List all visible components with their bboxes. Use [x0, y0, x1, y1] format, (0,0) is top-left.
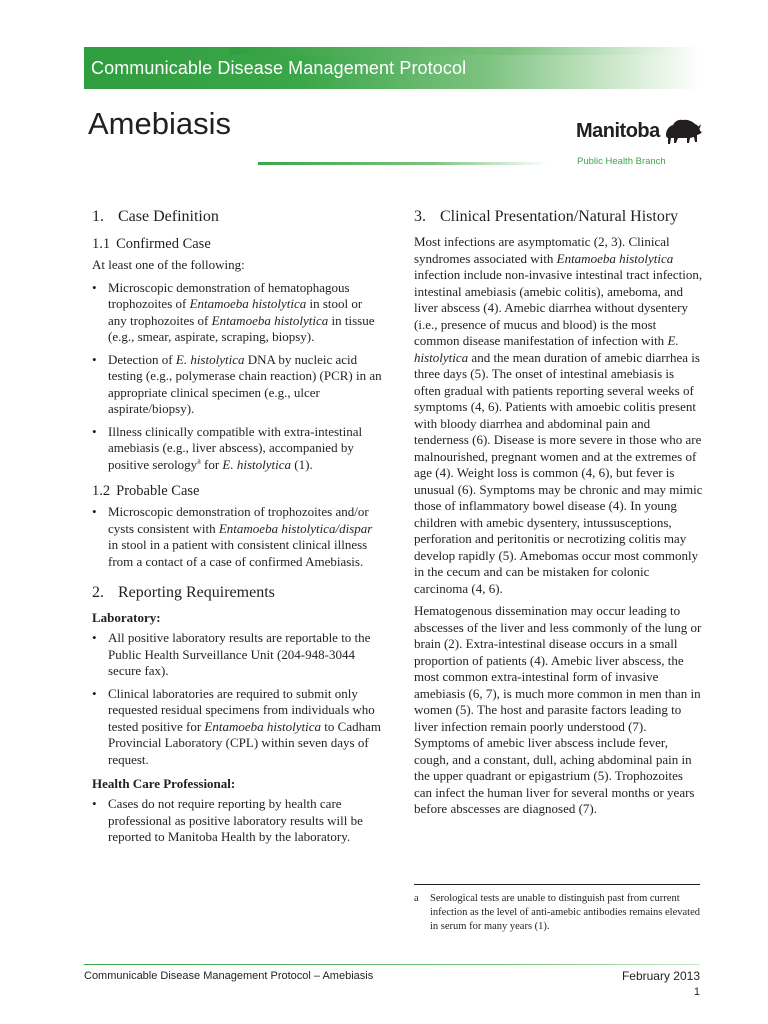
section-3-heading	[414, 208, 704, 226]
bullet-icon: •	[92, 630, 97, 645]
bullet-icon: •	[92, 796, 97, 811]
hcp-label: Health Care Professional:	[92, 776, 236, 791]
laboratory-label: Laboratory:	[92, 610, 161, 625]
page-number: 1	[693, 986, 700, 998]
section-number: 2.	[92, 584, 104, 601]
subsection-number: 1.2	[92, 483, 111, 499]
header-banner-tab	[230, 47, 700, 55]
manitoba-logo	[576, 118, 704, 152]
footer-title: Communicable Disease Management Protocol – Amebiasis	[84, 970, 374, 982]
banner-title: Communicable Disease Management Protocol	[91, 58, 467, 78]
bison-icon	[664, 118, 704, 148]
list-item: • Microscopic demonstration of hematophagous trophozoites of Entamoeba histolytica in stool or any trophozoites of Entamoeba histolytica in tissue (e.g., smear, aspirate, scraping, biopsy).	[92, 279, 375, 344]
footnote-ref: a	[197, 456, 201, 466]
document-title: Amebiasis	[88, 106, 231, 141]
bullet-icon: •	[92, 279, 97, 295]
subsection-1-1-heading	[92, 236, 382, 253]
bullet-icon: •	[92, 351, 97, 367]
clinical-paragraph-1: Most infections are asymptomatic (2, 3). Clinical syndromes associated with Entamoeba histolytica infection include non-invasive intestinal tract infection, intestinal amebiasis (amebic colitis), ameboma, and liver abscess (4). Amebic diarrhea without dysentery (i.e., presence of mucus and blood) is the most common disease manifestation of infection with E. histolytica and the mean duration of amebic diarrhea is three days (5). The onset of intestinal amebiasis is often gradual with patients reporting several weeks of symptoms (4, 6). Patients with amoebic colitis present with bloody diarrhea and abdominal pain and tenderness (6). Disease is more severe in those who are malnourished, pregnant women and at the extremes of age (4). Weight loss is common (4, 6), but fever is unusual (6). Symptoms may be chronic and may mimic those of inflammatory bowel disease (4). In young children with amebic dysentery, intussusceptions, perforation and peritonitis or necrotizing colitis may develop rapidly (5). Amebomas occur most commonly in the cecum and can be mistaken for colonic carcinoma (4, 6).	[414, 234, 703, 596]
probable-case-list	[92, 504, 382, 570]
section-2-heading	[92, 584, 382, 602]
left-column	[92, 208, 382, 852]
section-number: 3.	[414, 208, 426, 225]
bullet-icon: •	[92, 504, 97, 519]
laboratory-list	[92, 630, 382, 768]
list-item: • Illness clinically compatible with extra-intestinal amebiasis (e.g., liver abscess), accompanied by positive serology$^a$ for E. histolytica (1).	[92, 423, 363, 472]
footnote-text: Serological tests are unable to distinguish past from current infection as the level of anti-amebic antibodies remains elevated in serum for many years (1).	[430, 893, 700, 932]
list-item: • Cases do not require reporting by health care professional as positive laboratory results will be reported to Manitoba Health by the laboratory.	[92, 796, 363, 844]
logo-wordmark: Manitoba	[576, 120, 660, 142]
subsection-1-2-heading	[92, 483, 382, 500]
footer-divider	[84, 964, 700, 965]
list-item: • Detection of E. histolytica DNA by nucleic acid testing (e.g., polymerase chain reaction) (PCR) in an appropriate clinical specimen (e.g., ulcer aspirate/biopsy).	[92, 351, 382, 416]
subsection-title: Confirmed Case	[116, 236, 211, 252]
section-1-heading	[92, 208, 382, 226]
confirmed-case-list	[92, 280, 382, 474]
footnote-mark: a	[414, 893, 419, 904]
footnote-divider	[414, 884, 700, 885]
section-title: Clinical Presentation/Natural History	[440, 208, 679, 225]
branch-name: Public Health Branch	[577, 156, 666, 167]
footnote	[414, 892, 704, 934]
subsection-number: 1.1	[92, 236, 111, 252]
section-title: Case Definition	[118, 208, 219, 225]
clinical-paragraph-2: Hematogenous dissemination may occur leading to abscesses of the liver and less commonly of the lung or brain (2). Extra-intestinal disease occurs in a small proportion of patients (4). Amebic liver abscess, the most common extra-intestinal form of invasive amebiasis (6, 7), is much more common in men than in women (5). The host and parasite factors leading to liver infection remain poorly understood (7). Symptoms of amebic liver abscess include fever, cough, and a constant, dull, aching abdominal pain in the upper quadrant or epigastrium (5). Trophozoites can infect the human liver for several months or years before abscesses are diagnosed (7).	[414, 603, 702, 816]
list-item: • All positive laboratory results are reportable to the Public Health Surveillance Unit (204-948-3044 secure fax).	[92, 630, 371, 678]
bullet-icon: •	[92, 423, 97, 439]
bullet-icon: •	[92, 685, 97, 701]
section-title: Reporting Requirements	[118, 584, 275, 601]
section-number: 1.	[92, 208, 104, 225]
list-item: • Microscopic demonstration of trophozoites and/or cysts consistent with Entamoeba histolytica/dispar in stool in a patient with consistent clinical illness from a contact of a case of confirmed Amebiasis.	[92, 504, 373, 569]
subsection-title: Probable Case	[116, 483, 200, 499]
list-item: • Clinical laboratories are required to submit only requested residual specimens from individuals who tested positive for Entamoeba histolytica to Cadham Provincial Laboratory (CPL) within seven days of request.	[92, 685, 381, 767]
hcp-list	[92, 796, 382, 846]
right-column	[414, 208, 704, 824]
title-divider	[258, 162, 548, 165]
footer-date: February 2013	[621, 969, 700, 983]
confirmed-intro: At least one of the following:	[92, 257, 245, 272]
